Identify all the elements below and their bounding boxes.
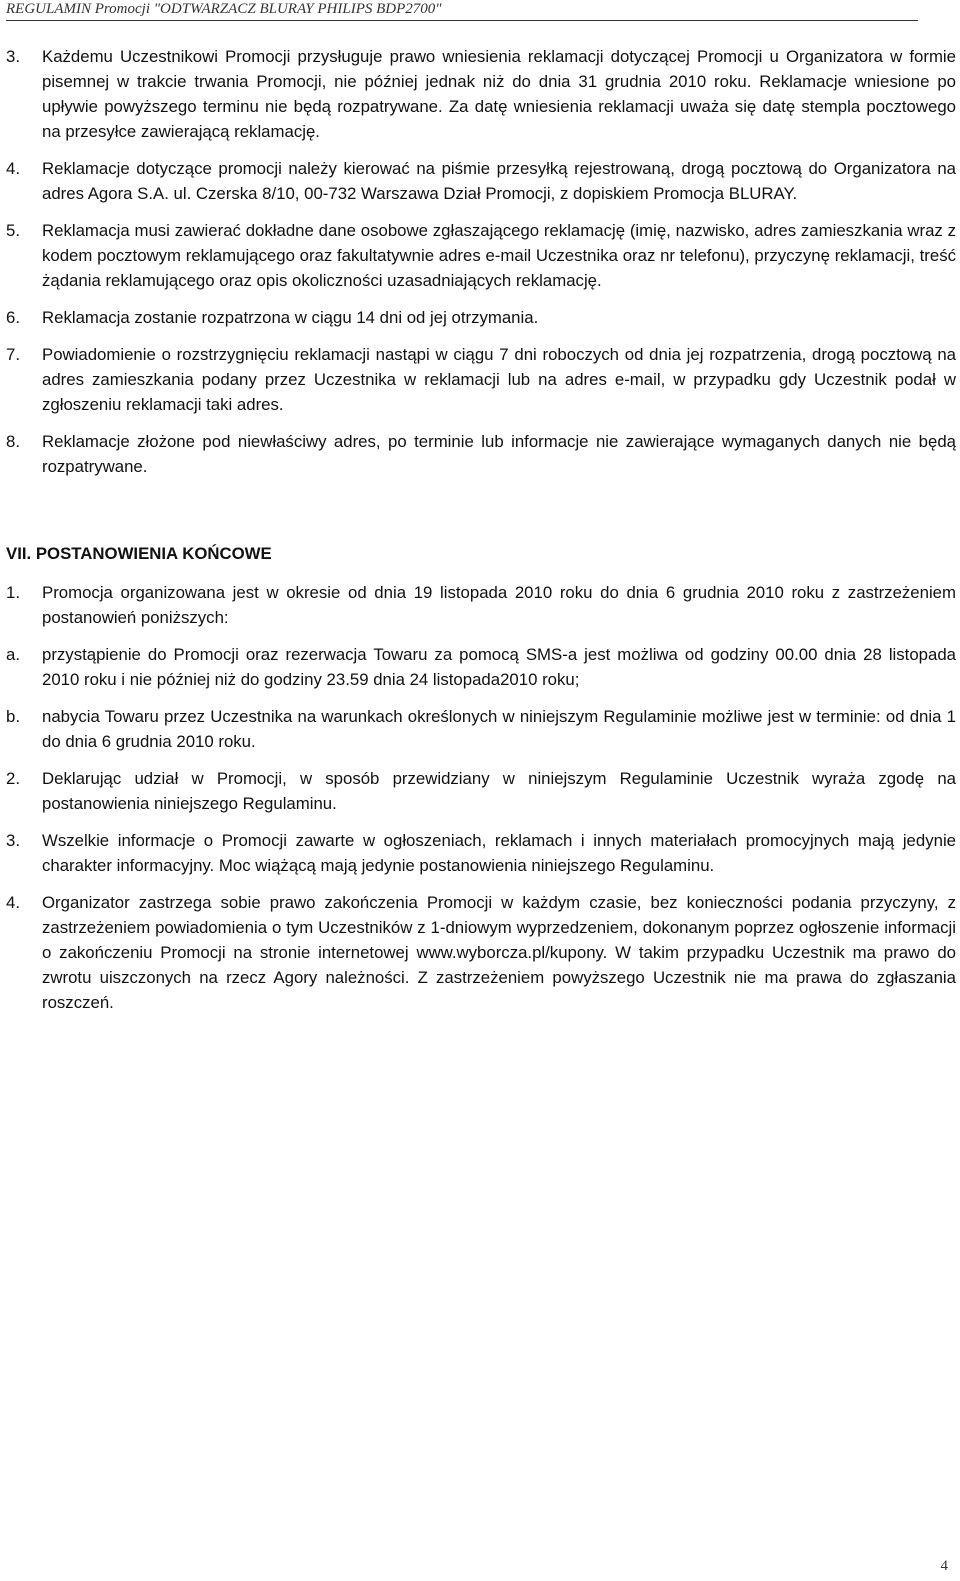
clause-number: b. <box>6 707 20 726</box>
final-subclause-a <box>6 642 956 692</box>
clause-number: 4. <box>6 893 20 912</box>
clause-text: Reklamacje złożone pod niewłaściwy adres, po terminie lub informacje nie zawierające wymaganych danych nie będą rozpatrywane. <box>42 432 956 476</box>
clause-number: 1. <box>6 583 20 602</box>
clause-text: Organizator zastrzega sobie prawo zakończenia Promocji w każdym czasie, bez konieczności podania przyczyny, z zastrzeżeniem powiadomienia o tym Uczestników z 1-dniowym wyprzedzeniem, dokonanym poprzez ogłoszenie informacji o zakończeniu Promocji na stronie internetowej www.wyborcza.pl/kupony. W takim przypadku Uczestnik ma prawo do zwrotu uiszczonych na rzecz Agory należności. Z zastrzeżeniem powyższego Uczestnik nie ma prawa do zgłaszania roszczeń. <box>42 893 956 1012</box>
clause-text: Reklamacja zostanie rozpatrzona w ciągu 14 dni od jej otrzymania. <box>42 308 539 327</box>
clause-text: przystąpienie do Promocji oraz rezerwacja Towaru za pomocą SMS-a jest możliwa od godziny 00.00 dnia 28 listopada 2010 roku i nie później niż do godziny 23.59 dnia 24 listopada2010 roku; <box>42 645 956 689</box>
final-clause-1 <box>6 580 956 630</box>
final-clause-2 <box>6 766 956 816</box>
clause-text: Reklamacja musi zawierać dokładne dane osobowe zgłaszającego reklamację (imię, nazwisko, adres zamieszkania wraz z kodem pocztowym reklamującego oraz fakultatywnie adres e-mail Uczestnika oraz nr telefonu), przyczynę reklamacji, treść żądania reklamującego oraz opis okoliczności uzasadniających reklamację. <box>42 221 956 290</box>
complaint-clause-7 <box>6 342 956 417</box>
clause-text: Reklamacje dotyczące promocji należy kierować na piśmie przesyłką rejestrowaną, drogą pocztową do Organizatora na adres Agora S.A. ul. Czerska 8/10, 00-732 Warszawa Dział Promocji, z dopiskiem Promocja BLURAY. <box>42 159 956 203</box>
complaint-clause-4 <box>6 156 956 206</box>
clause-text: Wszelkie informacje o Promocji zawarte w ogłoszeniach, reklamach i innych materiałach promocyjnych mają jedynie charakter informacyjny. Moc wiążącą mają jedynie postanowienia niniejszego Regulaminu. <box>42 831 956 875</box>
clause-text: Każdemu Uczestnikowi Promocji przysługuje prawo wniesienia reklamacji dotyczącej Promocji u Organizatora w formie pisemnej w trakcie trwania Promocji, nie później jednak niż do dnia 31 grudnia 2010 roku. Reklamacje wniesione po upływie powyższego terminu nie będą rozpatrywane. Za datę wniesienia reklamacji uważa się datę stempla pocztowego na przesyłce zawierającą reklamację. <box>42 47 956 141</box>
complaint-clause-6 <box>6 305 956 330</box>
page-header <box>6 0 918 21</box>
clause-text: Powiadomienie o rozstrzygnięciu reklamacji nastąpi w ciągu 7 dni roboczych od dnia jej rozpatrzenia, drogą pocztową na adres zamieszkania podany przez Uczestnika w reklamacji lub na adres e-mail, w przypadku gdy Uczestnik podał w zgłoszeniu reklamacji taki adres. <box>42 345 956 414</box>
clause-text: Deklarując udział w Promocji, w sposób przewidziany w niniejszym Regulaminie Uczestnik wyraża zgodę na postanowienia niniejszego Regulaminu. <box>42 769 956 813</box>
clause-number: 3. <box>6 47 20 66</box>
clause-number: 5. <box>6 221 20 240</box>
clause-number: 3. <box>6 831 20 850</box>
complaint-clause-8 <box>6 429 956 479</box>
clause-number: 2. <box>6 769 20 788</box>
complaint-clause-3 <box>6 44 956 144</box>
clause-number: 4. <box>6 159 20 178</box>
clause-number: 6. <box>6 308 20 327</box>
clause-text: Promocja organizowana jest w okresie od dnia 19 listopada 2010 roku do dnia 6 grudnia 2010 roku z zastrzeżeniem postanowień poniższych: <box>42 583 956 627</box>
section-heading: VII. POSTANOWIENIA KOŃCOWE <box>6 544 272 563</box>
document-title: REGULAMIN Promocji "ODTWARZACZ BLURAY PHILIPS BDP2700" <box>6 1 442 17</box>
complaint-clause-5 <box>6 218 956 293</box>
clause-text: nabycia Towaru przez Uczestnika na warunkach określonych w niniejszym Regulaminie możliwe jest w terminie: od dnia 1 do dnia 6 grudnia 2010 roku. <box>42 707 956 751</box>
document-body <box>6 44 956 1015</box>
clause-number: a. <box>6 645 20 664</box>
clause-number: 8. <box>6 432 20 451</box>
clause-number: 7. <box>6 345 20 364</box>
final-subclause-b <box>6 704 956 754</box>
final-clause-4 <box>6 890 956 1015</box>
final-clause-3 <box>6 828 956 878</box>
page-number: 4 <box>940 1558 948 1574</box>
